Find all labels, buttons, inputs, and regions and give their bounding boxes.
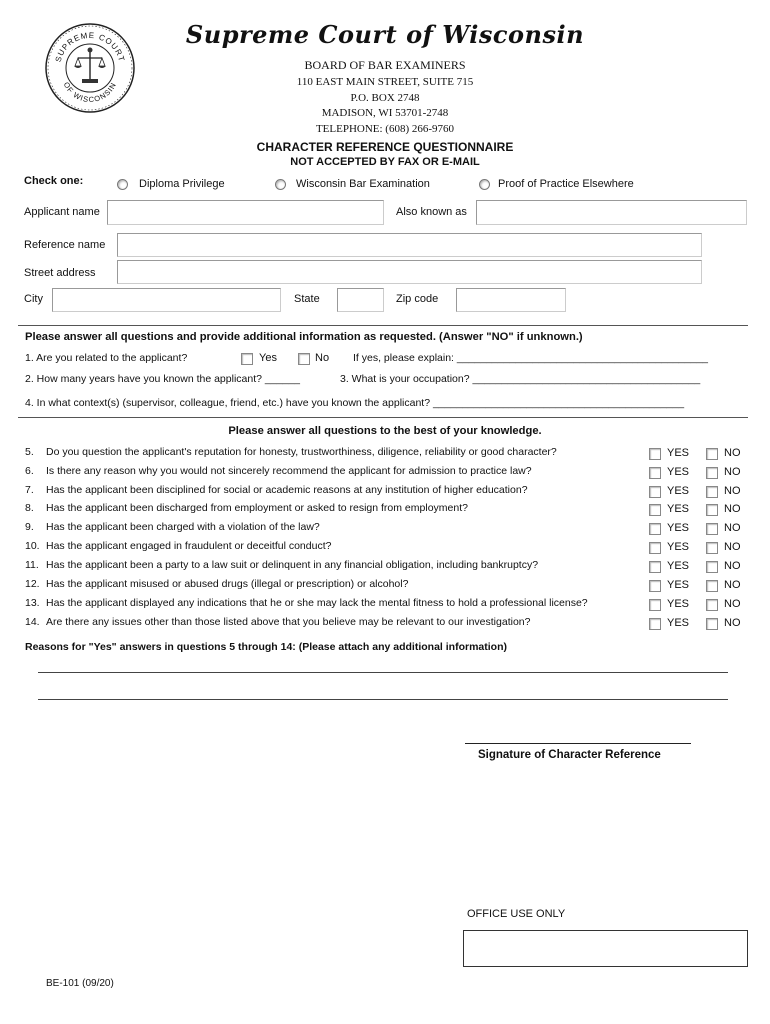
no-label: NO	[724, 560, 741, 572]
reasons-label: Reasons for "Yes" answers in questions 5 through 14: (Please attach any additional information)	[25, 641, 507, 653]
no-label: NO	[724, 541, 741, 553]
city-label: City	[24, 293, 43, 305]
question-text: Has the applicant displayed any indications that he or she may lack the mental fitness to hold a professional license?	[46, 597, 588, 609]
question-text: Has the applicant misused or abused drugs (illegal or prescription) or alcohol?	[46, 578, 409, 590]
question-number: 11.	[25, 559, 39, 571]
city-field[interactable]	[52, 288, 281, 312]
yes-checkbox[interactable]	[649, 523, 661, 535]
yes-label: YES	[667, 522, 690, 534]
no-checkbox[interactable]	[706, 504, 718, 516]
question-text: Has the applicant engaged in fraudulent or deceitful conduct?	[46, 540, 332, 552]
yes-label: YES	[667, 617, 690, 629]
radio-diploma-privilege[interactable]	[117, 179, 128, 190]
no-label: NO	[724, 466, 741, 478]
check-one-label: Check one:	[24, 175, 84, 187]
question-number: 8.	[25, 502, 34, 514]
notice: NOT ACCEPTED BY FAX OR E-MAIL	[290, 156, 480, 168]
applicant-name-label: Applicant name	[24, 206, 100, 218]
question-text: Has the applicant been disciplined for social or academic reasons at any institution of higher education?	[46, 484, 528, 496]
question-number: 6.	[25, 465, 34, 477]
question-3[interactable]: 3. What is your occupation? _______________________________________	[340, 373, 701, 385]
reasons-line-2[interactable]	[38, 699, 728, 700]
no-checkbox[interactable]	[706, 467, 718, 479]
question-text: Are there any issues other than those listed above that you believe may be relevant to our investigation?	[46, 616, 531, 628]
seal-bottom-text: OF WISCONSIN	[61, 80, 119, 105]
reference-name-field[interactable]	[117, 233, 702, 257]
seal-top-text: SUPREME COURT	[53, 30, 127, 64]
section-divider-2	[18, 417, 748, 418]
office-use-box	[463, 930, 748, 967]
no-checkbox[interactable]	[706, 523, 718, 535]
signature-label: Signature of Character Reference	[478, 749, 661, 761]
yes-label: YES	[667, 503, 690, 515]
yes-label: YES	[667, 466, 690, 478]
city-line: MADISON, WI 53701-2748	[321, 107, 449, 119]
question-4[interactable]: 4. In what context(s) (supervisor, colleague, friend, etc.) have you known the applicant? ___________________________________________	[25, 397, 685, 409]
question-text: Has the applicant been charged with a violation of the law?	[46, 521, 320, 533]
state-field[interactable]	[337, 288, 384, 312]
street-address-field[interactable]	[117, 260, 702, 284]
q1-yes-checkbox[interactable]	[241, 353, 253, 365]
no-checkbox[interactable]	[706, 580, 718, 592]
option-bar-examination: Wisconsin Bar Examination	[296, 178, 430, 190]
no-label: NO	[724, 485, 741, 497]
yes-label: YES	[667, 485, 690, 497]
yes-label: YES	[667, 598, 690, 610]
section1-heading: Please answer all questions and provide additional information as requested. (Answer "NO" if unknown.)	[25, 331, 583, 343]
no-checkbox[interactable]	[706, 448, 718, 460]
phone-line: TELEPHONE: (608) 266-9760	[315, 123, 455, 135]
no-checkbox[interactable]	[706, 618, 718, 630]
question-number: 12.	[25, 578, 40, 590]
question-2[interactable]: 2. How many years have you known the applicant? ______	[25, 373, 300, 385]
state-label: State	[294, 293, 320, 305]
no-label: NO	[724, 522, 741, 534]
yes-checkbox[interactable]	[649, 486, 661, 498]
yes-checkbox[interactable]	[649, 542, 661, 554]
yes-checkbox[interactable]	[649, 448, 661, 460]
yes-checkbox[interactable]	[649, 561, 661, 573]
yes-checkbox[interactable]	[649, 467, 661, 479]
no-checkbox[interactable]	[706, 599, 718, 611]
question-number: 7.	[25, 484, 34, 496]
signature-line[interactable]	[465, 743, 691, 744]
question-number: 10.	[25, 540, 40, 552]
radio-proof-of-practice[interactable]	[479, 179, 490, 190]
yes-checkbox[interactable]	[649, 504, 661, 516]
q1-no-checkbox[interactable]	[298, 353, 310, 365]
q1-explain[interactable]: If yes, please explain: ___________________________________________	[353, 352, 708, 364]
yes-checkbox[interactable]	[649, 618, 661, 630]
yes-label: YES	[667, 447, 690, 459]
no-label: NO	[724, 447, 741, 459]
question-number: 9.	[25, 521, 34, 533]
yes-label: YES	[667, 579, 690, 591]
reasons-line-1[interactable]	[38, 672, 728, 673]
yes-checkbox[interactable]	[649, 599, 661, 611]
no-checkbox[interactable]	[706, 486, 718, 498]
question-number: 5.	[25, 446, 34, 458]
q1-no-label: No	[315, 352, 330, 364]
yes-label: YES	[667, 541, 690, 553]
question-text: Has the applicant been a party to a law suit or delinquent in any financial obligation, including bankruptcy?	[46, 559, 539, 571]
pobox-line: P.O. BOX 2748	[350, 92, 420, 104]
no-label: NO	[724, 598, 741, 610]
zip-field[interactable]	[456, 288, 566, 312]
option-proof-of-practice: Proof of Practice Elsewhere	[498, 178, 634, 190]
yes-checkbox[interactable]	[649, 580, 661, 592]
reference-name-label: Reference name	[24, 239, 106, 251]
question-text: Is there any reason why you would not sincerely recommend the applicant for admission to practice law?	[46, 465, 532, 477]
form-title: CHARACTER REFERENCE QUESTIONNAIRE	[256, 140, 514, 154]
board-name: BOARD OF BAR EXAMINERS	[304, 58, 466, 72]
q1-yes-label: Yes	[259, 352, 277, 364]
no-checkbox[interactable]	[706, 561, 718, 573]
question-text: Do you question the applicant's reputation for honesty, trustworthiness, diligence, reliability or good character?	[46, 446, 557, 458]
applicant-name-field[interactable]	[107, 200, 384, 225]
no-label: NO	[724, 617, 741, 629]
question-number: 13.	[25, 597, 40, 609]
also-known-as-label: Also known as	[396, 206, 467, 218]
section-divider-1	[18, 325, 748, 326]
no-label: NO	[724, 579, 741, 591]
option-diploma-privilege: Diploma Privilege	[139, 178, 225, 190]
form-number: BE-101 (09/20)	[46, 978, 114, 989]
zip-label: Zip code	[396, 293, 439, 305]
office-use-label: OFFICE USE ONLY	[467, 908, 566, 920]
street-line: 110 EAST MAIN STREET, SUITE 715	[296, 76, 474, 88]
also-known-as-field[interactable]	[476, 200, 747, 225]
question-number: 14.	[25, 616, 40, 628]
question-1: 1. Are you related to the applicant?	[25, 352, 188, 364]
court-title: Supreme Court of Wisconsin	[185, 20, 585, 49]
yes-label: YES	[667, 560, 690, 572]
section2-heading: Please answer all questions to the best of your knowledge.	[228, 425, 542, 437]
street-address-label: Street address	[24, 267, 96, 279]
radio-bar-examination[interactable]	[275, 179, 286, 190]
question-text: Has the applicant been discharged from employment or asked to resign from employment?	[46, 502, 468, 514]
no-checkbox[interactable]	[706, 542, 718, 554]
no-label: NO	[724, 503, 741, 515]
